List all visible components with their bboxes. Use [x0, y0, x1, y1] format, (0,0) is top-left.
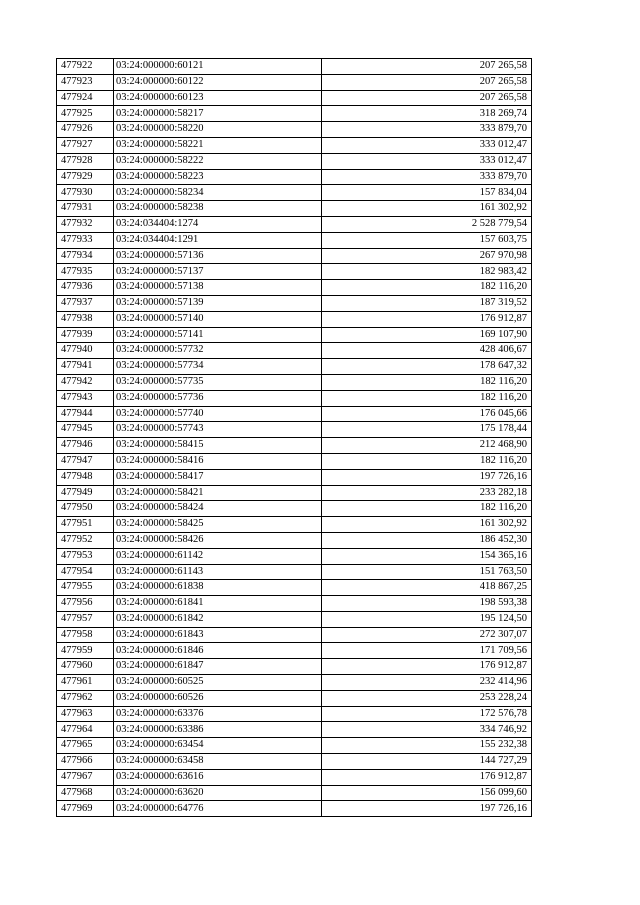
cadastral-value-cell: 333 012,47 [322, 153, 532, 169]
row-number-cell: 477946 [57, 438, 114, 454]
cadastral-value-cell: 233 282,18 [322, 485, 532, 501]
cadastral-value-cell: 182 983,42 [322, 264, 532, 280]
table-row [57, 248, 532, 264]
cadastral-value-cell: 333 012,47 [322, 137, 532, 153]
cadastral-number-cell: 03:24:000000:61846 [114, 643, 322, 659]
cadastral-number-cell: 03:24:000000:57736 [114, 390, 322, 406]
row-number-cell: 477956 [57, 596, 114, 612]
cadastral-number-cell: 03:24:000000:57732 [114, 343, 322, 359]
cadastral-value-cell: 187 319,52 [322, 295, 532, 311]
row-number-cell: 477969 [57, 801, 114, 817]
cadastral-number-cell: 03:24:000000:58426 [114, 532, 322, 548]
table-row [57, 264, 532, 280]
table-row [57, 611, 532, 627]
cadastral-number-cell: 03:24:000000:58220 [114, 122, 322, 138]
cadastral-number-cell: 03:24:000000:57740 [114, 406, 322, 422]
cadastral-value-cell: 267 970,98 [322, 248, 532, 264]
cadastral-number-cell: 03:24:000000:60525 [114, 675, 322, 691]
row-number-cell: 477934 [57, 248, 114, 264]
cadastral-value-cell: 333 879,70 [322, 169, 532, 185]
row-number-cell: 477955 [57, 580, 114, 596]
cadastral-number-cell: 03:24:000000:57735 [114, 374, 322, 390]
row-number-cell: 477948 [57, 469, 114, 485]
cadastral-number-cell: 03:24:000000:61843 [114, 627, 322, 643]
cadastral-value-cell: 176 045,66 [322, 406, 532, 422]
cadastral-value-cell: 182 116,20 [322, 501, 532, 517]
cadastral-value-cell: 169 107,90 [322, 327, 532, 343]
row-number-cell: 477965 [57, 738, 114, 754]
cadastral-number-cell: 03:24:000000:60121 [114, 59, 322, 75]
table-row [57, 801, 532, 817]
table-row [57, 627, 532, 643]
cadastral-number-cell: 03:24:000000:60526 [114, 690, 322, 706]
row-number-cell: 477954 [57, 564, 114, 580]
cadastral-value-cell: 197 726,16 [322, 469, 532, 485]
cadastral-number-cell: 03:24:000000:63458 [114, 754, 322, 770]
cadastral-number-cell: 03:24:000000:58415 [114, 438, 322, 454]
cadastral-value-cell: 207 265,58 [322, 74, 532, 90]
table-row [57, 580, 532, 596]
table-row [57, 769, 532, 785]
cadastral-value-cell: 195 124,50 [322, 611, 532, 627]
row-number-cell: 477957 [57, 611, 114, 627]
cadastral-number-cell: 03:24:000000:61841 [114, 596, 322, 612]
row-number-cell: 477959 [57, 643, 114, 659]
cadastral-value-cell: 171 709,56 [322, 643, 532, 659]
table-row [57, 137, 532, 153]
cadastral-number-cell: 03:24:034404:1274 [114, 216, 322, 232]
table-row [57, 690, 532, 706]
cadastral-value-cell: 333 879,70 [322, 122, 532, 138]
cadastral-value-cell: 182 116,20 [322, 390, 532, 406]
cadastral-value-cell: 207 265,58 [322, 90, 532, 106]
table-row [57, 185, 532, 201]
cadastral-number-cell: 03:24:000000:57139 [114, 295, 322, 311]
cadastral-number-cell: 03:24:034404:1291 [114, 232, 322, 248]
table-row [57, 374, 532, 390]
cadastral-number-cell: 03:24:000000:58238 [114, 201, 322, 217]
cadastral-value-cell: 151 763,50 [322, 564, 532, 580]
cadastral-number-cell: 03:24:000000:57137 [114, 264, 322, 280]
cadastral-value-cell: 186 452,30 [322, 532, 532, 548]
table-row [57, 390, 532, 406]
row-number-cell: 477928 [57, 153, 114, 169]
table-row [57, 343, 532, 359]
row-number-cell: 477968 [57, 785, 114, 801]
row-number-cell: 477945 [57, 422, 114, 438]
cadastral-value-cell: 178 647,32 [322, 359, 532, 375]
table-row [57, 153, 532, 169]
cadastral-number-cell: 03:24:000000:63454 [114, 738, 322, 754]
cadastral-value-cell: 334 746,92 [322, 722, 532, 738]
cadastral-number-cell: 03:24:000000:61143 [114, 564, 322, 580]
cadastral-value-cell: 418 867,25 [322, 580, 532, 596]
row-number-cell: 477937 [57, 295, 114, 311]
table-row [57, 501, 532, 517]
row-number-cell: 477958 [57, 627, 114, 643]
table-row [57, 74, 532, 90]
row-number-cell: 477960 [57, 659, 114, 675]
row-number-cell: 477947 [57, 453, 114, 469]
cadastral-value-cell: 428 406,67 [322, 343, 532, 359]
table-row [57, 59, 532, 75]
row-number-cell: 477929 [57, 169, 114, 185]
row-number-cell: 477927 [57, 137, 114, 153]
row-number-cell: 477939 [57, 327, 114, 343]
cadastral-value-cell: 182 116,20 [322, 374, 532, 390]
cadastral-value-cell: 2 528 779,54 [322, 216, 532, 232]
table-row [57, 453, 532, 469]
table-row [57, 327, 532, 343]
row-number-cell: 477953 [57, 548, 114, 564]
cadastral-value-cell: 157 834,04 [322, 185, 532, 201]
cadastral-value-cell: 182 116,20 [322, 453, 532, 469]
cadastral-value-table [56, 58, 532, 817]
cadastral-number-cell: 03:24:000000:57140 [114, 311, 322, 327]
row-number-cell: 477951 [57, 517, 114, 533]
cadastral-number-cell: 03:24:000000:63616 [114, 769, 322, 785]
row-number-cell: 477923 [57, 74, 114, 90]
table-row [57, 216, 532, 232]
table-row [57, 359, 532, 375]
cadastral-number-cell: 03:24:000000:58221 [114, 137, 322, 153]
row-number-cell: 477941 [57, 359, 114, 375]
row-number-cell: 477944 [57, 406, 114, 422]
cadastral-value-cell: 272 307,07 [322, 627, 532, 643]
cadastral-value-cell: 176 912,87 [322, 311, 532, 327]
table-row [57, 122, 532, 138]
cadastral-number-cell: 03:24:000000:58421 [114, 485, 322, 501]
cadastral-number-cell: 03:24:000000:63376 [114, 706, 322, 722]
cadastral-value-cell: 175 178,44 [322, 422, 532, 438]
table-row [57, 438, 532, 454]
row-number-cell: 477952 [57, 532, 114, 548]
cadastral-number-cell: 03:24:000000:58417 [114, 469, 322, 485]
cadastral-number-cell: 03:24:000000:60123 [114, 90, 322, 106]
table-row [57, 311, 532, 327]
table-row [57, 564, 532, 580]
row-number-cell: 477938 [57, 311, 114, 327]
row-number-cell: 477933 [57, 232, 114, 248]
cadastral-number-cell: 03:24:000000:64776 [114, 801, 322, 817]
cadastral-value-cell: 156 099,60 [322, 785, 532, 801]
cadastral-number-cell: 03:24:000000:60122 [114, 74, 322, 90]
cadastral-value-cell: 157 603,75 [322, 232, 532, 248]
cadastral-value-cell: 161 302,92 [322, 517, 532, 533]
cadastral-number-cell: 03:24:000000:58425 [114, 517, 322, 533]
row-number-cell: 477961 [57, 675, 114, 691]
row-number-cell: 477931 [57, 201, 114, 217]
cadastral-number-cell: 03:24:000000:57141 [114, 327, 322, 343]
cadastral-number-cell: 03:24:000000:57734 [114, 359, 322, 375]
table-row [57, 643, 532, 659]
cadastral-number-cell: 03:24:000000:58222 [114, 153, 322, 169]
table-row [57, 106, 532, 122]
table-row [57, 280, 532, 296]
row-number-cell: 477949 [57, 485, 114, 501]
table-row [57, 596, 532, 612]
cadastral-value-cell: 197 726,16 [322, 801, 532, 817]
row-number-cell: 477963 [57, 706, 114, 722]
row-number-cell: 477924 [57, 90, 114, 106]
table-row [57, 517, 532, 533]
cadastral-number-cell: 03:24:000000:58234 [114, 185, 322, 201]
cadastral-value-cell: 155 232,38 [322, 738, 532, 754]
row-number-cell: 477930 [57, 185, 114, 201]
table-row [57, 706, 532, 722]
table-row [57, 201, 532, 217]
cadastral-number-cell: 03:24:000000:57136 [114, 248, 322, 264]
table-row [57, 754, 532, 770]
table-row [57, 169, 532, 185]
row-number-cell: 477935 [57, 264, 114, 280]
document-page [56, 58, 532, 817]
cadastral-number-cell: 03:24:000000:58416 [114, 453, 322, 469]
table-row [57, 532, 532, 548]
table-row [57, 738, 532, 754]
cadastral-number-cell: 03:24:000000:58217 [114, 106, 322, 122]
row-number-cell: 477962 [57, 690, 114, 706]
row-number-cell: 477922 [57, 59, 114, 75]
row-number-cell: 477950 [57, 501, 114, 517]
cadastral-number-cell: 03:24:000000:58223 [114, 169, 322, 185]
table-row [57, 406, 532, 422]
table-row [57, 548, 532, 564]
cadastral-value-cell: 176 912,87 [322, 769, 532, 785]
cadastral-number-cell: 03:24:000000:61847 [114, 659, 322, 675]
cadastral-value-cell: 182 116,20 [322, 280, 532, 296]
cadastral-value-cell: 318 269,74 [322, 106, 532, 122]
cadastral-value-cell: 154 365,16 [322, 548, 532, 564]
row-number-cell: 477964 [57, 722, 114, 738]
row-number-cell: 477936 [57, 280, 114, 296]
cadastral-number-cell: 03:24:000000:63620 [114, 785, 322, 801]
cadastral-value-cell: 198 593,38 [322, 596, 532, 612]
table-body [57, 59, 532, 817]
row-number-cell: 477942 [57, 374, 114, 390]
cadastral-value-cell: 176 912,87 [322, 659, 532, 675]
cadastral-number-cell: 03:24:000000:61142 [114, 548, 322, 564]
cadastral-value-cell: 212 468,90 [322, 438, 532, 454]
row-number-cell: 477932 [57, 216, 114, 232]
table-row [57, 785, 532, 801]
table-row [57, 422, 532, 438]
table-row [57, 232, 532, 248]
row-number-cell: 477967 [57, 769, 114, 785]
table-row [57, 485, 532, 501]
row-number-cell: 477940 [57, 343, 114, 359]
table-row [57, 659, 532, 675]
cadastral-value-cell: 232 414,96 [322, 675, 532, 691]
cadastral-number-cell: 03:24:000000:61842 [114, 611, 322, 627]
cadastral-value-cell: 207 265,58 [322, 59, 532, 75]
table-row [57, 722, 532, 738]
table-row [57, 469, 532, 485]
cadastral-value-cell: 172 576,78 [322, 706, 532, 722]
table-row [57, 675, 532, 691]
cadastral-number-cell: 03:24:000000:57743 [114, 422, 322, 438]
cadastral-value-cell: 253 228,24 [322, 690, 532, 706]
table-row [57, 295, 532, 311]
cadastral-number-cell: 03:24:000000:63386 [114, 722, 322, 738]
table-row [57, 90, 532, 106]
row-number-cell: 477925 [57, 106, 114, 122]
cadastral-number-cell: 03:24:000000:57138 [114, 280, 322, 296]
cadastral-value-cell: 161 302,92 [322, 201, 532, 217]
row-number-cell: 477943 [57, 390, 114, 406]
row-number-cell: 477966 [57, 754, 114, 770]
cadastral-number-cell: 03:24:000000:58424 [114, 501, 322, 517]
row-number-cell: 477926 [57, 122, 114, 138]
cadastral-value-cell: 144 727,29 [322, 754, 532, 770]
cadastral-number-cell: 03:24:000000:61838 [114, 580, 322, 596]
